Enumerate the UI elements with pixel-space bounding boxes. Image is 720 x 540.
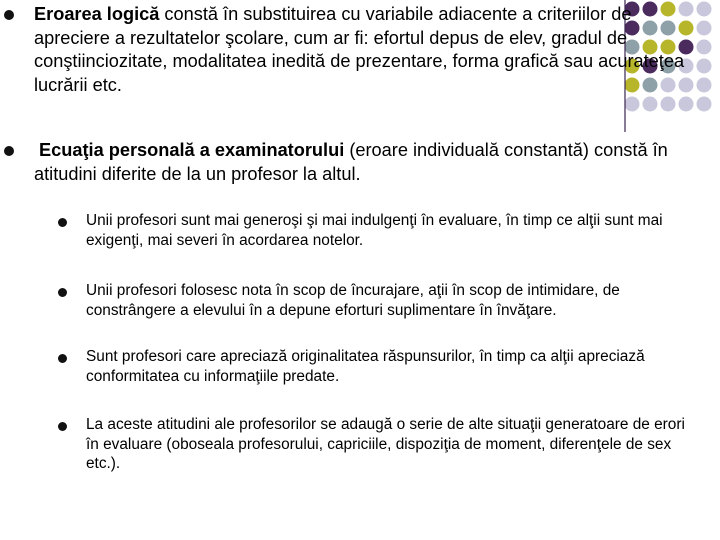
sub-list-item: La aceste atitudini ale profesorilor se adaugă o serie de alte situaţii generatoare de erori în evaluare (oboseala profesorului, capriciile, dispoziţia de moment, diferenţele de sex etc.). bbox=[86, 416, 685, 472]
sub-list-item: Unii profesori folosesc nota în scop de încurajare, aţii în scop de intimidare, de constrângere a elevului în a depune eforturi suplimentare în învăţare. bbox=[86, 282, 620, 319]
term-definition: (eroare individuală constantă) constă în atitudini diferite de la un profesor la altul. bbox=[34, 140, 668, 184]
term-bold: Ecuaţia personală a examinatorului bbox=[39, 140, 345, 160]
paragraph-eroarea-logica bbox=[34, 3, 706, 97]
sub-list-item: Unii profesori sunt mai generoşi şi mai indulgenţi în evaluare, în timp ce alţii sunt mai exigenţi, mai severi în acordarea notelor. bbox=[86, 212, 663, 249]
term-bold: Eroarea logică bbox=[34, 4, 160, 24]
term-definition: constă în substituirea cu variabile adiacente a criteriilor de apreciere a rezultatelor şcolare, cum ar fi: efortul depus de elev, gradul de conştiinciozitate, modalitatea inedită de prezentare, forma grafică sau acurateţea lucrării etc. bbox=[34, 4, 685, 95]
sub-bullet-icon bbox=[58, 288, 67, 297]
sub-list-item: Sunt profesori care apreciază originalitatea răspunsurilor, în timp ca alţii apreciază conformitatea cu informaţiile predate. bbox=[86, 348, 645, 385]
bullet-icon bbox=[4, 10, 14, 20]
bullet-icon bbox=[4, 146, 14, 156]
sub-bullet-icon bbox=[58, 422, 67, 431]
sub-bullet-icon bbox=[58, 218, 67, 227]
sub-bullet-icon bbox=[58, 354, 67, 363]
paragraph-ecuatia-personala bbox=[34, 139, 706, 186]
